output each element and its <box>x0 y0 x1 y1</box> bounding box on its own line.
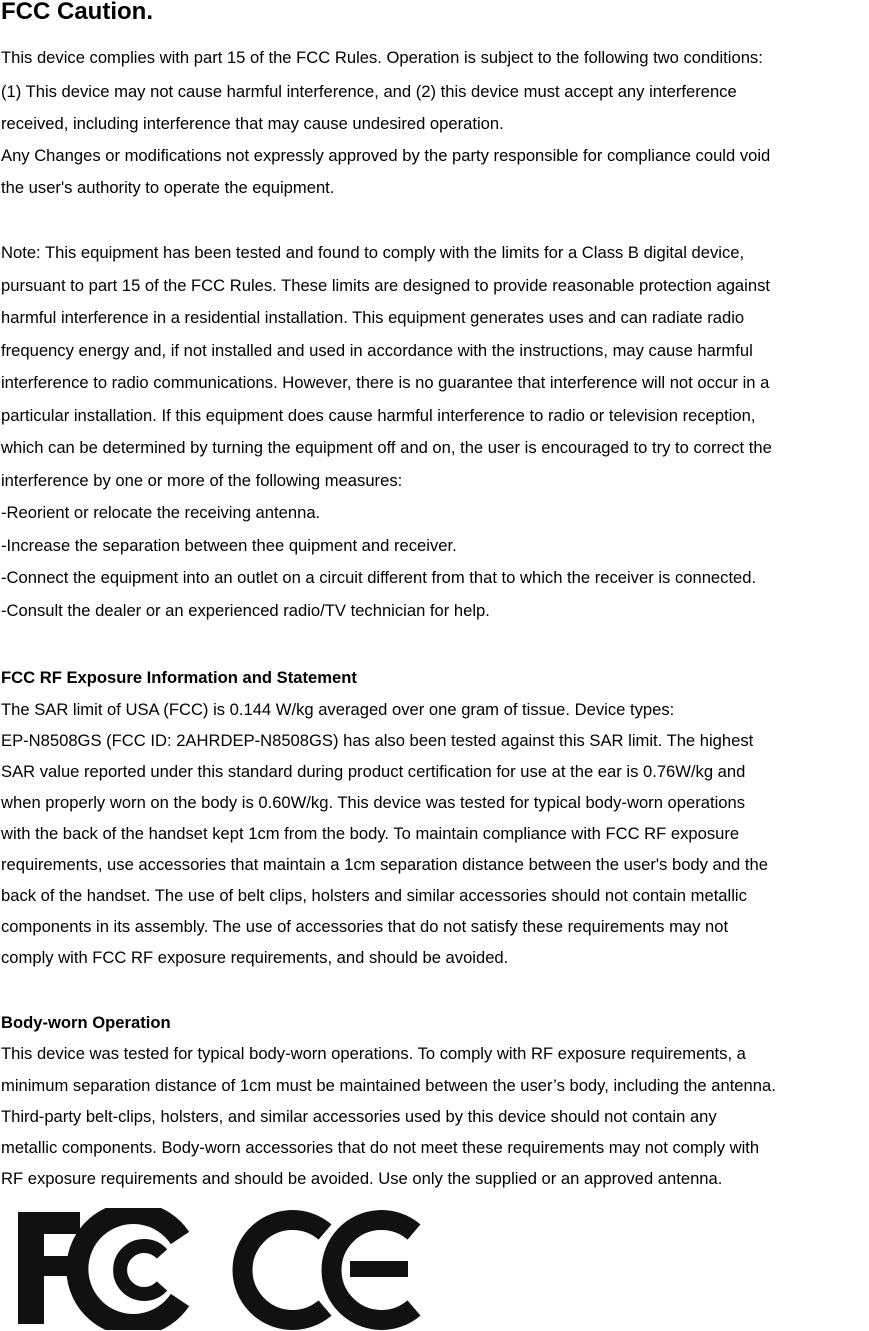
fcc-logo <box>18 1212 180 1325</box>
certification-logos <box>10 1208 430 1330</box>
text-line: minimum separation distance of 1cm must be maintained between the user’s body, including the antenna. <box>1 1076 776 1095</box>
text-line: Note: This equipment has been tested and found to comply with the limits for a Class B digital device, <box>1 243 745 262</box>
text-line: The SAR limit of USA (FCC) is 0.144 W/kg averaged over one gram of tissue. Device types: <box>1 700 675 719</box>
text-line: (1) This device may not cause harmful interference, and (2) this device must accept any interference <box>1 82 737 101</box>
ce-logo <box>243 1220 414 1320</box>
page-title: FCC Caution. <box>1 0 153 25</box>
text-line: when properly worn on the body is 0.60W/kg. This device was tested for typical body-worn operations <box>1 793 746 812</box>
text-line: components in its assembly. The use of accessories that do not satisfy these requirements may not <box>1 917 729 936</box>
text-line: comply with FCC RF exposure requirements, and should be avoided. <box>1 948 509 967</box>
text-line: Any Changes or modifications not expressly approved by the party responsible for compliance could void <box>1 146 771 165</box>
text-line: This device complies with part 15 of the FCC Rules. Operation is subject to the following two conditions: <box>1 48 763 67</box>
text-line: received, including interference that may cause undesired operation. <box>1 114 504 133</box>
text-line: -Consult the dealer or an experienced radio/TV technician for help. <box>1 601 490 620</box>
text-line: the user's authority to operate the equipment. <box>1 178 335 197</box>
text-line: metallic components. Body-worn accessories that do not meet these requirements may not comply with <box>1 1138 760 1157</box>
text-line: back of the handset. The use of belt clips, holsters and similar accessories should not contain metallic <box>1 886 747 905</box>
text-line: Third-party belt-clips, holsters, and similar accessories used by this device should not contain any <box>1 1107 717 1126</box>
text-line: particular installation. If this equipment does cause harmful interference to radio or television reception, <box>1 406 756 425</box>
text-line: harmful interference in a residential installation. This equipment generates uses and can radiate radio <box>1 308 745 327</box>
text-line: pursuant to part 15 of the FCC Rules. These limits are designed to provide reasonable protection against <box>1 276 770 295</box>
section-heading-body-worn: Body-worn Operation <box>1 1013 171 1032</box>
text-line: which can be determined by turning the equipment off and on, the user is encouraged to try to correct the <box>1 438 772 457</box>
text-line: interference to radio communications. However, there is no guarantee that interference will not occur in a <box>1 373 770 392</box>
section-heading-rf-exposure: FCC RF Exposure Information and Statement <box>1 668 357 687</box>
text-line: -Increase the separation between thee quipment and receiver. <box>1 536 457 555</box>
text-line: EP-N8508GS (FCC ID: 2AHRDEP-N8508GS) has also been tested against this SAR limit. The highest <box>1 731 754 750</box>
text-line: with the back of the handset kept 1cm from the body. To maintain compliance with FCC RF exposure <box>1 824 740 843</box>
text-line: This device was tested for typical body-worn operations. To comply with RF exposure requirements, a <box>1 1044 746 1063</box>
text-line: interference by one or more of the following measures: <box>1 471 403 490</box>
text-line: SAR value reported under this standard during product certification for use at the ear is 0.76W/kg and <box>1 762 746 781</box>
text-line: requirements, use accessories that maintain a 1cm separation distance between the user's body and the <box>1 855 768 874</box>
text-line: -Connect the equipment into an outlet on a circuit different from that to which the receiver is connected. <box>1 568 757 587</box>
text-line: frequency energy and, if not installed and used in accordance with the instructions, may cause harmful <box>1 341 753 360</box>
text-line: -Reorient or relocate the receiving antenna. <box>1 503 321 522</box>
text-line: RF exposure requirements and should be avoided. Use only the supplied or an approved antenna. <box>1 1169 723 1188</box>
